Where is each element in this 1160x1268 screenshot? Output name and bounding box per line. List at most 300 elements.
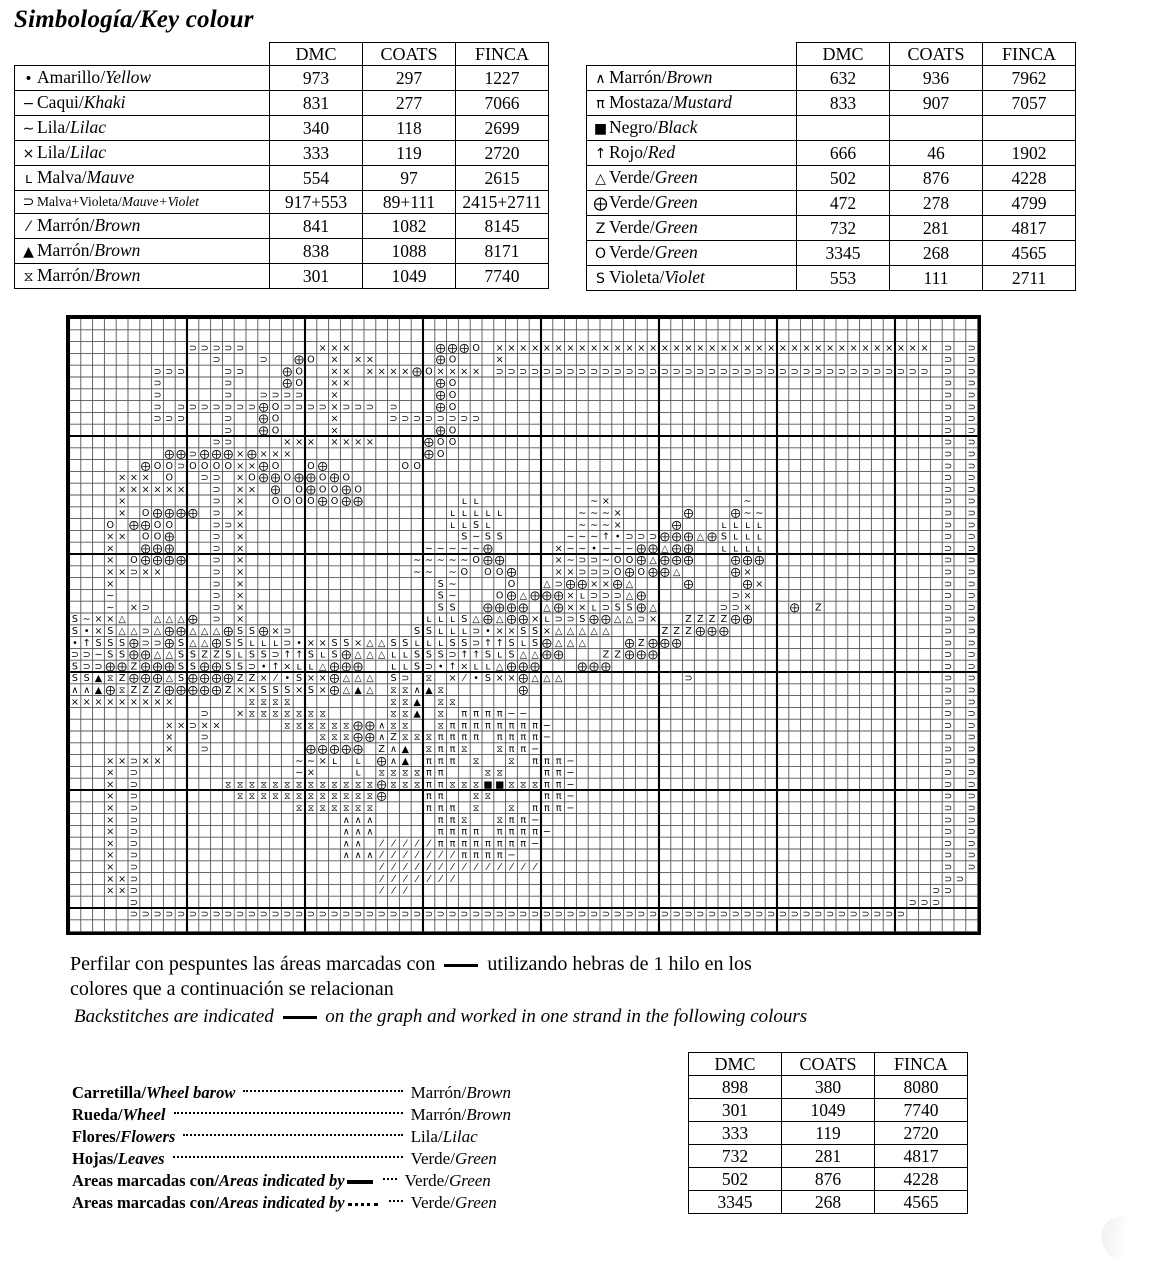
chart-cell-symbol: π bbox=[437, 791, 444, 803]
chart-cell-symbol: ⨁ bbox=[376, 791, 387, 803]
chart-cell-symbol: × bbox=[141, 755, 150, 767]
chart-cell-symbol: ⨁ bbox=[317, 496, 328, 508]
chart-cell-symbol: π bbox=[461, 732, 468, 744]
chart-cell-symbol: ⊃ bbox=[672, 366, 681, 378]
chart-cell-symbol: ʟ bbox=[497, 508, 503, 520]
chart-cell-symbol: ⨁ bbox=[353, 496, 363, 508]
chart-cell-symbol: π bbox=[555, 791, 562, 803]
chart-cell-symbol: ʟ bbox=[461, 626, 467, 638]
chart-cell-symbol: ⊃ bbox=[141, 602, 150, 614]
chart-cell-symbol: ↑ bbox=[295, 649, 304, 661]
chart-cell-symbol: ⊃ bbox=[637, 614, 646, 626]
chart-cell-symbol: × bbox=[259, 449, 268, 461]
chart-cell-symbol: O bbox=[436, 449, 445, 461]
chart-cell-symbol: × bbox=[354, 637, 363, 649]
chart-cell-symbol: × bbox=[601, 578, 610, 590]
chart-cell-symbol: π bbox=[473, 720, 479, 732]
chart-cell-symbol: × bbox=[330, 378, 339, 390]
chart-cell-symbol: ∧ bbox=[366, 826, 374, 838]
instruction-en-part2: on the graph and worked in one strand in the following colours bbox=[325, 1006, 808, 1027]
chart-cell-symbol: ⨁ bbox=[494, 602, 505, 614]
chart-cell-symbol: ⨁ bbox=[306, 472, 316, 484]
key-colour-name: ⊃ Malva+Violeta/Mauve+Violet bbox=[15, 191, 270, 214]
chart-cell-symbol: ⨁ bbox=[483, 555, 493, 567]
chart-cell-symbol: ⨁ bbox=[152, 661, 163, 673]
chart-cell-symbol: Z bbox=[673, 626, 680, 638]
chart-cell-symbol: ⊃ bbox=[590, 567, 599, 579]
chart-cell-symbol: △ bbox=[118, 614, 126, 626]
chart-cell-symbol: ⨁ bbox=[341, 649, 352, 661]
backstitch-part-es: Carretilla bbox=[72, 1083, 142, 1102]
chart-cell-symbol: × bbox=[743, 590, 752, 602]
chart-cell-symbol: O bbox=[248, 472, 256, 484]
chart-cell-symbol: ⧖ bbox=[283, 720, 291, 732]
chart-cell-symbol: ⊃ bbox=[696, 366, 705, 378]
chart-cell-symbol: ⧖ bbox=[354, 791, 362, 803]
chart-cell-symbol: ʟ bbox=[756, 543, 762, 555]
chart-cell-symbol: ▲ bbox=[401, 755, 409, 767]
chart-cell-symbol: ⊃ bbox=[436, 909, 445, 921]
chart-cell-symbol: ⨁ bbox=[306, 743, 316, 755]
chart-cell-symbol: × bbox=[236, 590, 245, 602]
backstitch-colour-es: Lila bbox=[410, 1127, 438, 1146]
chart-cell-symbol: × bbox=[318, 342, 327, 354]
chart-cell-symbol: ⨁ bbox=[152, 508, 163, 520]
chart-cell-symbol: ∼ bbox=[578, 508, 587, 520]
chart-cell-symbol: Z bbox=[614, 649, 621, 661]
chart-cell-symbol: ⊃ bbox=[967, 425, 976, 437]
chart-cell-symbol: ⁄ bbox=[380, 850, 383, 862]
chart-cell-symbol: ⧖ bbox=[354, 779, 362, 791]
chart-cell-symbol: O bbox=[330, 496, 339, 508]
key-dmc-value: 3345 bbox=[797, 241, 890, 266]
chart-cell-symbol: Z bbox=[118, 673, 126, 685]
chart-cell-symbol: Z bbox=[708, 614, 716, 626]
chart-cell-symbol: × bbox=[601, 342, 610, 354]
chart-cell-symbol: ⊃ bbox=[708, 366, 717, 378]
backstitch-colour-name: Verde/Green bbox=[404, 1171, 491, 1190]
chart-cell-symbol: • bbox=[437, 661, 444, 673]
chart-cell-symbol: ⁄ bbox=[404, 850, 407, 862]
chart-cell-symbol: ∼ bbox=[106, 590, 115, 602]
backstitch-colour-name: Marrón/Brown bbox=[410, 1083, 511, 1102]
chart-cell-symbol: ⨁ bbox=[199, 661, 210, 673]
chart-cell-symbol: ⊃ bbox=[224, 425, 233, 437]
colour-name-es: Negro bbox=[609, 117, 653, 137]
chart-cell-symbol: ⊃ bbox=[389, 401, 398, 413]
key-colour-name: ⨁Verde/Green bbox=[587, 191, 797, 216]
chart-cell-symbol: ⊃ bbox=[802, 366, 811, 378]
key-right-body bbox=[587, 43, 1076, 291]
chart-cell-symbol: ⊃ bbox=[424, 661, 433, 673]
chart-cell-symbol: ⊃ bbox=[944, 567, 953, 579]
chart-cell-symbol: ⧖ bbox=[342, 720, 350, 732]
chart-cell-symbol: × bbox=[885, 342, 894, 354]
symbol-icon: × bbox=[22, 146, 35, 162]
chart-cell-symbol: × bbox=[106, 861, 115, 873]
chart-cell-symbol: S bbox=[437, 578, 444, 590]
chart-cell-symbol: ⨁ bbox=[176, 449, 186, 461]
chart-cell-symbol: ⨁ bbox=[329, 743, 340, 755]
chart-cell-symbol: O bbox=[165, 519, 174, 531]
chart-cell-symbol: ⧖ bbox=[401, 732, 409, 744]
chart-cell-symbol: ⨁ bbox=[518, 602, 529, 614]
chart-cell-symbol: ⊃ bbox=[318, 401, 327, 413]
chart-cell-symbol: S bbox=[71, 661, 78, 673]
chart-cell-symbol: × bbox=[554, 543, 563, 555]
chart-cell-symbol: ⊃ bbox=[590, 909, 599, 921]
chart-cell-symbol: ⊃ bbox=[483, 909, 492, 921]
chart-cell-symbol: ⊃ bbox=[944, 708, 953, 720]
chart-cell-symbol: ⊃ bbox=[967, 390, 976, 402]
chart-cell-symbol: O bbox=[484, 567, 492, 579]
symbol-icon: ↑ bbox=[594, 146, 607, 162]
chart-cell-symbol: × bbox=[236, 685, 245, 697]
chart-cell-symbol: ⊃ bbox=[944, 779, 953, 791]
chart-cell-symbol: ⊃ bbox=[944, 732, 953, 744]
chart-cell-symbol: ⊃ bbox=[259, 354, 268, 366]
chart-cell-symbol: ⊃ bbox=[413, 909, 422, 921]
chart-cell-symbol: ⨁ bbox=[164, 626, 175, 638]
backstitch-dmc-value: 333 bbox=[689, 1122, 782, 1145]
chart-cell-symbol: ʟ bbox=[355, 767, 361, 779]
chart-cell-symbol: ⊃ bbox=[719, 366, 728, 378]
chart-cell-symbol: ⊃ bbox=[660, 366, 669, 378]
chart-cell-symbol: × bbox=[106, 555, 115, 567]
key-colour-name: Z Verde/Green bbox=[587, 216, 797, 241]
chart-cell-symbol: O bbox=[448, 401, 457, 413]
chart-cell-symbol: ⧖ bbox=[401, 708, 409, 720]
chart-cell-symbol: ⊃ bbox=[684, 909, 693, 921]
colour-name-en: Lilac bbox=[70, 142, 107, 162]
chart-cell-symbol: ⊃ bbox=[944, 614, 953, 626]
chart-cell-symbol: ⊃ bbox=[129, 791, 138, 803]
chart-cell-symbol: △ bbox=[472, 614, 480, 626]
chart-cell-symbol: • bbox=[260, 661, 267, 673]
chart-cell-symbol: ⨁ bbox=[518, 673, 529, 685]
chart-cell-symbol: ⊃ bbox=[200, 401, 209, 413]
chart-cell-symbol: ⨁ bbox=[683, 508, 694, 520]
chart-cell-symbol: ʟ bbox=[450, 519, 455, 531]
chart-cell-symbol: π bbox=[544, 779, 550, 791]
key-header-dmc: DMC bbox=[270, 43, 363, 66]
backstitch-part-label: Carretilla/Wheel barow bbox=[72, 1083, 236, 1102]
chart-cell-symbol: ⊃ bbox=[837, 909, 846, 921]
chart-cell-symbol: O bbox=[295, 378, 303, 390]
leader-dots bbox=[183, 1134, 402, 1136]
chart-cell-symbol: O bbox=[153, 460, 162, 472]
chart-cell-symbol: ⊃ bbox=[790, 366, 799, 378]
chart-cell-symbol: × bbox=[507, 342, 516, 354]
chart-cell-symbol: ⧖ bbox=[413, 767, 421, 779]
chart-cell-symbol: ⊃ bbox=[637, 366, 646, 378]
chart-cell-symbol: ⨁ bbox=[376, 755, 387, 767]
chart-cell-symbol: ⊃ bbox=[129, 897, 138, 909]
chart-cell-symbol: ⊃ bbox=[507, 909, 516, 921]
chart-cell-symbol: ⊃ bbox=[212, 484, 221, 496]
chart-cell-symbol: π bbox=[555, 779, 562, 791]
backstitch-values-row bbox=[689, 1076, 968, 1099]
chart-cell-symbol: π bbox=[461, 708, 468, 720]
chart-cell-symbol: ʟ bbox=[461, 496, 467, 508]
chart-cell-symbol: ⧖ bbox=[331, 732, 338, 744]
chart-cell-symbol: ⊃ bbox=[554, 578, 563, 590]
chart-cell-symbol: ∧ bbox=[342, 826, 350, 838]
chart-cell-symbol: ⊃ bbox=[236, 366, 245, 378]
backstitch-values-row bbox=[689, 1122, 968, 1145]
chart-cell-symbol: ∧ bbox=[366, 814, 374, 826]
chart-cell-symbol: × bbox=[106, 779, 115, 791]
chart-cell-symbol: ∧ bbox=[83, 685, 91, 697]
chart-cell-symbol: ⨁ bbox=[211, 637, 222, 649]
chart-cell-symbol: × bbox=[554, 567, 563, 579]
chart-cell-symbol: ⊃ bbox=[590, 590, 599, 602]
colour-name-es: Amarillo bbox=[37, 67, 101, 87]
chart-cell-symbol: × bbox=[767, 342, 776, 354]
key-row bbox=[587, 66, 1076, 91]
chart-cell-symbol: ⊃ bbox=[295, 390, 304, 402]
chart-cell-symbol: O bbox=[330, 484, 339, 496]
chart-cell-symbol: ∼ bbox=[578, 519, 587, 531]
chart-cell-symbol: △ bbox=[153, 649, 162, 661]
chart-cell-symbol: ʟ bbox=[461, 519, 467, 531]
chart-cell-symbol: π bbox=[555, 802, 562, 814]
chart-cell-symbol: ⊃ bbox=[944, 826, 953, 838]
chart-cell-symbol: ⊃ bbox=[684, 366, 693, 378]
chart-cell-symbol: ⊃ bbox=[885, 366, 894, 378]
backstitch-finca-value: 2720 bbox=[875, 1122, 968, 1145]
chart-cell-symbol: × bbox=[495, 354, 504, 366]
chart-cell-symbol: △ bbox=[319, 661, 327, 673]
chart-cell-symbol: ⊃ bbox=[944, 496, 953, 508]
chart-cell-symbol: × bbox=[342, 342, 351, 354]
chart-cell-symbol: Z bbox=[638, 637, 645, 649]
chart-cell-symbol: ⧖ bbox=[319, 720, 327, 732]
chart-cell-symbol: O bbox=[212, 460, 221, 472]
chart-cell-symbol: ⊃ bbox=[153, 637, 162, 649]
colour-name-es: Marrón bbox=[37, 265, 90, 285]
chart-cell-symbol: ⨁ bbox=[164, 661, 175, 673]
chart-cell-symbol: ⧖ bbox=[224, 779, 232, 791]
key-coats-value: 46 bbox=[890, 141, 983, 166]
chart-cell-symbol: ʟ bbox=[745, 519, 750, 531]
chart-cell-symbol: △ bbox=[212, 626, 221, 638]
chart-cell-symbol: ⊃ bbox=[212, 590, 221, 602]
chart-cell-symbol: ⨁ bbox=[117, 661, 127, 673]
chart-cell-symbol: ⨁ bbox=[553, 602, 564, 614]
chart-cell-symbol: ⊃ bbox=[306, 909, 315, 921]
chart-cell-symbol: ⨁ bbox=[601, 661, 611, 673]
leader-dots bbox=[389, 1200, 403, 1202]
chart-cell-symbol: × bbox=[236, 602, 245, 614]
chart-cell-symbol: ∼ bbox=[578, 543, 587, 555]
chart-cell-symbol: π bbox=[473, 708, 479, 720]
chart-cell-symbol: S bbox=[414, 661, 421, 673]
chart-cell-symbol: S bbox=[284, 685, 291, 697]
chart-cell-symbol: ⨁ bbox=[140, 460, 151, 472]
chart-cell-symbol: × bbox=[613, 508, 622, 520]
chart-cell-symbol: × bbox=[271, 626, 280, 638]
symbol-icon: ∼ bbox=[22, 121, 35, 137]
chart-cell-symbol: O bbox=[472, 342, 480, 354]
backstitch-dmc-value: 502 bbox=[689, 1168, 782, 1191]
chart-cell-symbol: ⊃ bbox=[908, 897, 917, 909]
chart-cell-symbol: S bbox=[437, 590, 444, 602]
chart-cell-symbol: ⧖ bbox=[248, 791, 256, 803]
colour-name-es: Malva bbox=[37, 167, 82, 187]
chart-cell-symbol: ⊃ bbox=[967, 755, 976, 767]
chart-cell-symbol: ⊃ bbox=[531, 909, 540, 921]
chart-cell-symbol: ʟ bbox=[296, 661, 302, 673]
chart-cell-symbol: △ bbox=[555, 626, 563, 638]
chart-cell-symbol: △ bbox=[342, 685, 350, 697]
backstitch-colour-name: Marrón/Brown bbox=[410, 1105, 511, 1124]
backstitch-colour-name: Verde/Green bbox=[410, 1149, 497, 1168]
chart-cell-symbol: ⊃ bbox=[212, 354, 221, 366]
chart-cell-symbol: π bbox=[437, 755, 444, 767]
colour-name-en: Violet bbox=[664, 267, 705, 287]
chart-cell-symbol: ⁄ bbox=[522, 861, 525, 873]
chart-cell-symbol: ⨁ bbox=[164, 531, 175, 543]
chart-cell-symbol: × bbox=[177, 720, 186, 732]
chart-cell-symbol: ⨁ bbox=[223, 673, 234, 685]
chart-cell-symbol: ∧ bbox=[366, 850, 374, 862]
chart-cell-symbol: ⊃ bbox=[932, 885, 941, 897]
key-coats-value: 278 bbox=[890, 191, 983, 216]
chart-cell-symbol: × bbox=[236, 484, 245, 496]
chart-cell-symbol: ⊃ bbox=[944, 366, 953, 378]
backstitch-header-finca: FINCA bbox=[875, 1053, 968, 1076]
key-dmc-value: 666 bbox=[797, 141, 890, 166]
chart-cell-symbol: ⧖ bbox=[472, 791, 480, 803]
chart-cell-symbol: × bbox=[472, 366, 481, 378]
chart-cell-symbol: ⊃ bbox=[590, 555, 599, 567]
chart-cell-symbol: ⨁ bbox=[730, 614, 741, 626]
chart-cell-symbol: ⊃ bbox=[460, 413, 469, 425]
chart-cell-symbol: ⁄ bbox=[498, 861, 501, 873]
chart-cell-symbol: ⨁ bbox=[341, 496, 352, 508]
chart-cell-symbol: ⊃ bbox=[177, 460, 186, 472]
chart-cell-symbol: ⊃ bbox=[790, 909, 799, 921]
key-finca-value: 2699 bbox=[456, 116, 549, 141]
chart-cell-symbol: △ bbox=[354, 673, 362, 685]
chart-cell-symbol: ∼ bbox=[601, 519, 610, 531]
chart-cell-symbol: ⊃ bbox=[967, 555, 976, 567]
chart-cell-symbol: × bbox=[236, 543, 245, 555]
chart-cell-symbol: O bbox=[448, 437, 457, 449]
chart-cell-symbol: ⊃ bbox=[944, 873, 953, 885]
chart-cell-symbol: ⊃ bbox=[424, 413, 433, 425]
key-coats-value: 1082 bbox=[363, 214, 456, 239]
chart-cell-symbol: ⊃ bbox=[389, 413, 398, 425]
chart-cell-symbol: ⊃ bbox=[271, 390, 280, 402]
chart-cell-symbol: × bbox=[531, 342, 540, 354]
key-dmc-value: 973 bbox=[270, 66, 363, 91]
chart-cell-symbol: ⨁ bbox=[506, 567, 517, 579]
chart-cell-symbol: ⨁ bbox=[483, 543, 493, 555]
chart-cell-symbol: ⊃ bbox=[129, 850, 138, 862]
chart-cell-symbol: O bbox=[307, 354, 315, 366]
chart-cell-symbol: ⧖ bbox=[272, 708, 279, 720]
chart-cell-symbol: ⊃ bbox=[519, 366, 528, 378]
chart-cell-symbol: ⊃ bbox=[531, 366, 540, 378]
chart-cell-symbol: π bbox=[520, 814, 527, 826]
chart-cell-symbol: ∼ bbox=[472, 531, 481, 543]
chart-cell-symbol: × bbox=[106, 814, 115, 826]
key-finca-value: 2720 bbox=[456, 141, 549, 166]
chart-cell-symbol: ⊃ bbox=[684, 673, 693, 685]
chart-cell-symbol: ⧖ bbox=[449, 779, 456, 791]
chart-cell-symbol: ⧖ bbox=[260, 696, 268, 708]
chart-cell-symbol: × bbox=[743, 602, 752, 614]
chart-cell-symbol: ⊃ bbox=[944, 602, 953, 614]
chart-cell-symbol: ⧖ bbox=[366, 779, 374, 791]
chart-cell-symbol: × bbox=[94, 626, 103, 638]
chart-cell-symbol: ⨁ bbox=[353, 743, 363, 755]
chart-cell-symbol: ▲ bbox=[401, 743, 409, 755]
chart-cell-symbol: ⊃ bbox=[401, 909, 410, 921]
chart-cell-symbol: ʟ bbox=[497, 649, 503, 661]
chart-cell-symbol: S bbox=[71, 673, 78, 685]
chart-cell-symbol: ⊃ bbox=[967, 649, 976, 661]
colour-name-es: Marrón bbox=[37, 215, 90, 235]
chart-cell-symbol: π bbox=[485, 838, 491, 850]
key-row bbox=[15, 66, 549, 91]
chart-cell-symbol: ⊃ bbox=[944, 720, 953, 732]
chart-cell-symbol: △ bbox=[189, 626, 197, 638]
chart-cell-symbol: π bbox=[461, 838, 468, 850]
chart-cell-symbol: ⊃ bbox=[944, 484, 953, 496]
chart-cell-symbol: ⊃ bbox=[212, 342, 221, 354]
chart-cell-symbol: ⊃ bbox=[200, 472, 209, 484]
symbol-icon: ⁄ bbox=[27, 219, 30, 235]
chart-cell-symbol: O bbox=[472, 555, 480, 567]
chart-cell-symbol: ʟ bbox=[544, 614, 550, 626]
chart-cell-symbol: O bbox=[200, 460, 209, 472]
chart-cell-symbol: ⊃ bbox=[271, 909, 280, 921]
chart-cell-symbol: ⨁ bbox=[494, 555, 505, 567]
chart-cell-symbol: ⊃ bbox=[212, 567, 221, 579]
chart-cell-symbol: △ bbox=[566, 637, 575, 649]
chart-cell-symbol: • bbox=[485, 626, 491, 638]
colour-name-en: Red bbox=[647, 142, 676, 162]
chart-cell-symbol: × bbox=[318, 755, 327, 767]
chart-cell-symbol: △ bbox=[189, 637, 197, 649]
chart-cell-symbol: S bbox=[237, 637, 244, 649]
chart-cell-symbol: ⁄ bbox=[274, 673, 277, 685]
chart-cell-symbol: ⁄ bbox=[475, 861, 477, 873]
chart-cell-symbol: × bbox=[448, 673, 457, 685]
backstitch-part-label: Areas marcadas con/Areas indicated by bbox=[72, 1192, 381, 1214]
chart-cell-symbol: ⊃ bbox=[967, 850, 976, 862]
colour-name-es: Malva+Violeta bbox=[37, 194, 119, 209]
backstitch-values-row bbox=[689, 1099, 968, 1122]
chart-cell-symbol: × bbox=[448, 366, 457, 378]
chart-cell-symbol: ∧ bbox=[378, 732, 386, 744]
chart-cell-symbol: ⊃ bbox=[342, 909, 351, 921]
chart-cell-symbol: ⧖ bbox=[413, 779, 421, 791]
chart-cell-symbol: × bbox=[106, 696, 115, 708]
chart-cell-symbol: ⊃ bbox=[129, 909, 138, 921]
chart-cell-symbol: ⊃ bbox=[660, 909, 669, 921]
chart-cell-symbol: ʟ bbox=[261, 637, 267, 649]
chart-cell-symbol: ⧖ bbox=[331, 779, 338, 791]
chart-cell-symbol: ʟ bbox=[473, 496, 479, 508]
chart-cell-symbol: × bbox=[330, 342, 339, 354]
symbol-icon: π bbox=[596, 96, 605, 112]
chart-cell-symbol: × bbox=[118, 873, 127, 885]
chart-cell-symbol: ʟ bbox=[733, 543, 739, 555]
